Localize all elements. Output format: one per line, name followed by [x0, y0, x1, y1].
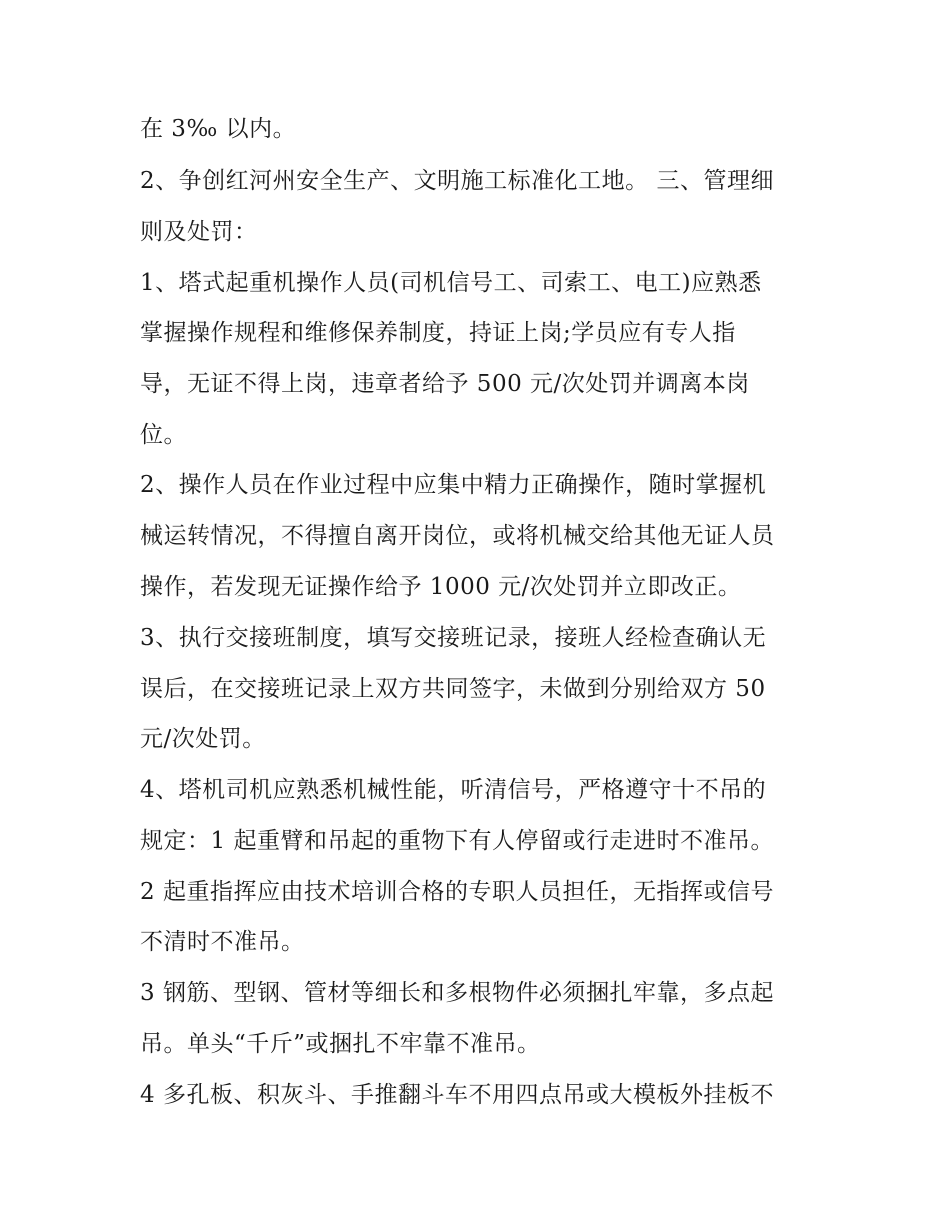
- text-line: 2、操作人员在作业过程中应集中精力正确操作，随时掌握机: [140, 472, 767, 498]
- text-line: 规定：1 起重臂和吊起的重物下有人停留或行走进时不准吊。: [140, 828, 774, 854]
- text-line: 则及处罚：: [140, 219, 258, 245]
- text-line: 导，无证不得上岗，违章者给予 500 元/次处罚并调离本岗: [140, 371, 750, 397]
- text-line: 位。: [140, 422, 187, 448]
- text-line: 4、塔机司机应熟悉机械性能，听清信号，严格遵守十不吊的: [140, 777, 767, 803]
- text-line: 2 起重指挥应由技术培训合格的专职人员担任，无指挥或信号: [140, 879, 774, 905]
- text-line: 操作，若发现无证操作给予 1000 元/次处罚并立即改正。: [140, 574, 742, 600]
- text-line: 械运转情况，不得擅自离开岗位，或将机械交给其他无证人员: [140, 523, 775, 549]
- text-line: 元/次处罚。: [140, 726, 266, 752]
- text-line: 吊。单头“千斤”或捆扎不牢靠不准吊。: [140, 1031, 541, 1057]
- text-line: 掌握操作规程和维修保养制度，持证上岗;学员应有专人指: [140, 320, 736, 346]
- text-line: 3 钢筋、型钢、管材等细长和多根物件必须捆扎牢靠，多点起: [140, 980, 774, 1006]
- text-line: 在 3‰ 以内。: [140, 116, 297, 142]
- text-line: 4 多孔板、积灰斗、手推翻斗车不用四点吊或大模板外挂板不: [140, 1082, 774, 1108]
- text-line: 不清时不准吊。: [140, 929, 305, 955]
- text-line: 1、塔式起重机操作人员(司机信号工、司索工、电工)应熟悉: [140, 270, 762, 296]
- text-line: 误后，在交接班记录上双方共同签字，未做到分别给双方 50: [140, 676, 766, 702]
- text-line: 2、争创红河州安全生产、文明施工标准化工地。 三、管理细: [140, 168, 774, 194]
- text-line: 3、执行交接班制度，填写交接班记录，接班人经检查确认无: [140, 625, 767, 651]
